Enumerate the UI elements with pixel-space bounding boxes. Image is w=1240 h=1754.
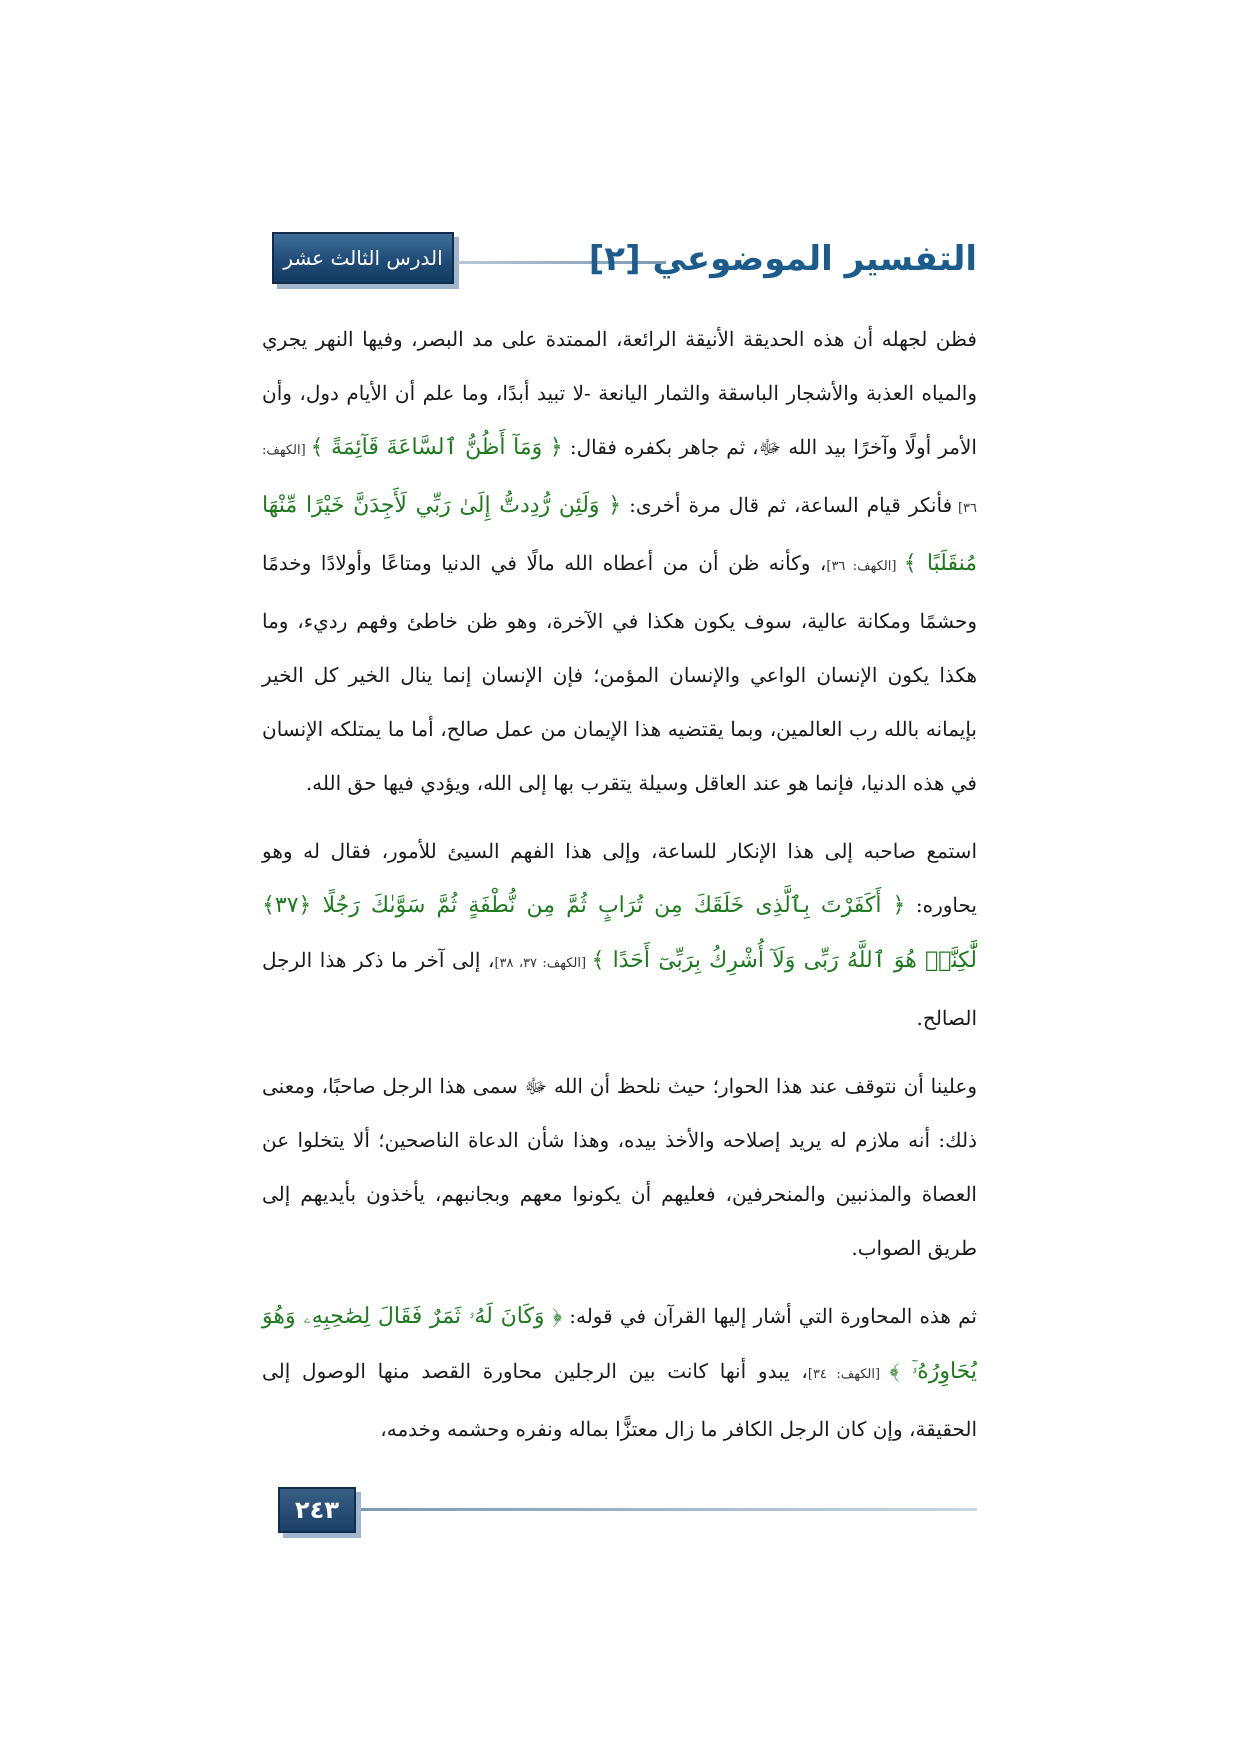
quran-verse: ﴿ وَلَئِن رُّدِدتُّ إِلَىٰ رَبِّي لَأَجِدَنَّ خَيْرًا مِّنْهَا مُنقَلَبًا ﴾: [262, 493, 978, 576]
paragraph-text: استمع صاحبه إلى هذا الإنكار للساعة، وإلى هذا الفهم السيئ للأمور، فقال له وهو يحاوره:: [262, 839, 977, 917]
paragraph-text: ، إلى آخر ما ذكر هذا الرجل الصالح.: [262, 948, 977, 1030]
page-number: ٢٤٣: [278, 1487, 356, 1533]
page-body: [262, 312, 977, 1470]
paragraph-text: ثم هذه المحاورة التي أشار إليها القرآن في قوله:: [562, 1304, 977, 1328]
verse-reference: [الكهف: ٣٧، ٣٨]: [494, 956, 592, 971]
verse-reference: [الكهف: ٣٦]: [262, 443, 977, 516]
quran-verse: ﴿ وَكَانَ لَهُۥ ثَمَرٌ فَقَالَ لِصَٰحِبِهِۦ وَهُوَ يُحَاوِرُهُۥٓ ﴾: [262, 1304, 977, 1384]
quran-verse: ﴿ وَمَآ أَظُنُّ ٱلسَّاعَةَ قَآئِمَةً ﴾: [310, 435, 563, 460]
quran-verse: ﴿ أَكَفَرْتَ بِٱلَّذِى خَلَقَكَ مِن تُرَابٍ ثُمَّ مِن نُّطْفَةٍ ثُمَّ سَوَّىٰكَ رَجُلًا ﴿٣٧﴾ لَّٰكِنَّا۠ هُوَ ٱللَّهُ رَبِّى وَلَآ أُشْرِكُ بِرَبِّىٓ أَحَدًا ﴾: [262, 893, 977, 973]
book-title: التفسير الموضوعي [٢]: [588, 239, 977, 279]
page-header: [272, 228, 977, 290]
verse-reference: [الكهف: ٣٤]: [807, 1367, 890, 1382]
paragraph-text: ، يبدو أنها كانت بين الرجلين محاورة القصد منها الوصول إلى الحقيقة، وإن كان الرجل الكافر ما زال معتزًّا بماله ونفره وحشمه وخدمه،: [262, 1359, 977, 1441]
paragraph-text: فأنكر قيام الساعة، ثم قال مرة أخرى:: [621, 493, 953, 517]
paragraph: [262, 1059, 977, 1275]
footer-divider: [352, 1508, 977, 1511]
paragraph: [262, 1289, 977, 1456]
paragraph: [262, 312, 977, 810]
paragraph: [262, 824, 977, 1045]
lesson-badge: الدرس الثالث عشر: [272, 232, 454, 284]
verse-reference: [الكهف: ٣٦]: [826, 559, 904, 574]
paragraph-text: فظن لجهله أن هذه الحديقة الأنيقة الرائعة، الممتدة على مد البصر، وفيها النهر يجري والمياه العذبة والأشجار الباسقة والثمار اليانعة -لا تبيد أبدًا، وما علم أن الأيام دول، وأن الأمر أولًا وآخرًا بيد الله ﷻ، ثم جاهر بكفره فقال:: [262, 327, 977, 459]
paragraph-text: وعلينا أن نتوقف عند هذا الحوار؛ حيث نلحظ أن الله ﷻ سمى هذا الرجل صاحبًا، ومعنى ذلك: أنه ملازم له يريد إصلاحه والأخذ بيده، وهذا شأن الدعاة الناصحين؛ ألا يتخلوا عن العصاة والمذنبين والمنحرفين، فعليهم أن يكونوا معهم وبجانبهم، يأخذون بأيديهم إلى طريق الصواب.: [262, 1074, 977, 1260]
paragraph-text: ، وكأنه ظن أن من أعطاه الله مالًا في الدنيا ومتاعًا وأولادًا وخدمًا وحشمًا ومكانة عالية، سوف يكون هكذا في الآخرة، وهو ظن خاطئ وفهم رديء، وما هكذا يكون الإنسان الواعي والإنسان المؤمن؛ فإن الإنسان إنما ينال الخير كل الخير بإيمانه بالله رب العالمين، وبما يقتضيه هذا الإيمان من عمل صالح، أما ما يمتلكه الإنسان في هذه الدنيا، فإنما هو عند العاقل وسيلة يتقرب بها إلى الله، ويؤدي فيها حق الله.: [262, 551, 977, 795]
